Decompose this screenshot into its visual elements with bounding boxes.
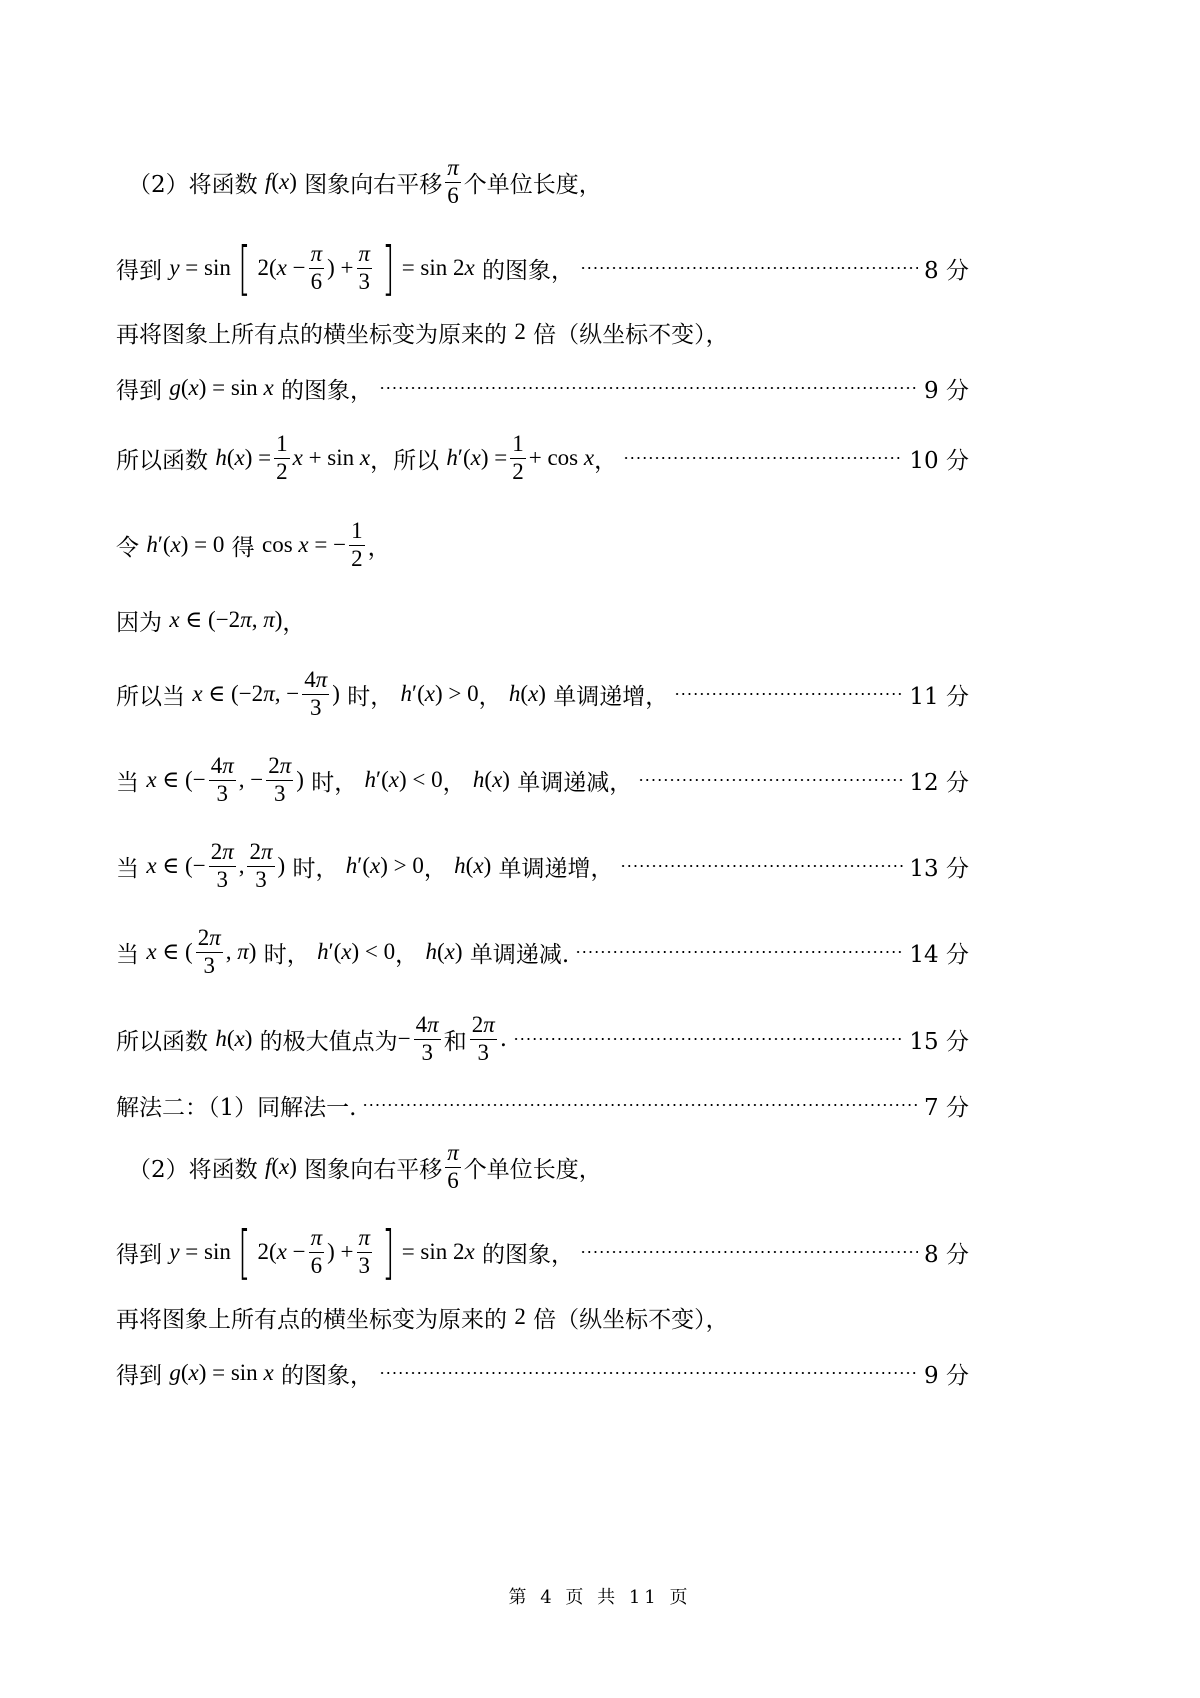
score-label: 14 分	[909, 941, 969, 968]
line-content: （2）将函数 f ( x ) 图象向右平移 $\frac{\pi}{6}$ 个单位长度，	[128, 155, 602, 208]
text-line	[116, 1287, 969, 1347]
score-label: 8 分	[924, 1241, 969, 1268]
line-content: 因为 x ∈ (−2 π , π ) ，	[116, 607, 306, 636]
dot-leader	[513, 1037, 903, 1041]
line-content: 当 x ∈ ( $\frac{2\pi}{3}$ , π ) 时， h ′( x ) < 0 ， h ( x ) 单调递减.	[116, 925, 570, 978]
dot-leader	[620, 864, 904, 868]
dot-leader	[362, 1103, 918, 1107]
text-line	[116, 664, 969, 724]
text-line	[116, 1075, 969, 1135]
text-line	[116, 302, 969, 362]
line-content: 得到 y = sin [ 2( x − $\frac{\pi}{6}$ ) + $\frac{\pi}{3}$ ] = sin 2 x 的图象，	[116, 234, 575, 302]
line-content: 所以当 x ∈ (−2 π , − $\frac{4\pi}{3}$ ) 时， h ′( x ) > 0 ， h ( x ) 单调递增，	[116, 667, 669, 720]
dot-leader	[674, 692, 903, 696]
text-line	[116, 1218, 969, 1286]
score-label: 9 分	[924, 1362, 969, 1389]
score-label: 12 分	[909, 769, 969, 796]
text-line	[128, 152, 981, 212]
text-line	[116, 590, 969, 650]
dot-leader	[379, 1371, 918, 1375]
score-label: 13 分	[909, 855, 969, 882]
line-content: （2）将函数 f ( x ) 图象向右平移 $\frac{\pi}{6}$ 个单位长度，	[128, 1140, 602, 1193]
line-content: 当 x ∈ (− $\frac{2\pi}{3}$ , $\frac{2\pi}{3}$ ) 时， h ′( x ) > 0 ， h ( x ) 单调递增，	[116, 839, 614, 892]
text-line	[116, 1009, 969, 1069]
score-label: 9 分	[924, 377, 969, 404]
dot-leader	[580, 266, 918, 270]
line-content: 得到 y = sin [ 2( x − $\frac{\pi}{6}$ ) + $\frac{\pi}{3}$ ] = sin 2 x 的图象，	[116, 1218, 575, 1286]
line-content: 当 x ∈ (− $\frac{4\pi}{3}$ , − $\frac{2\pi}{3}$ ) 时， h ′( x ) < 0 ， h ( x ) 单调递减，	[116, 753, 633, 806]
page-footer: 第 4 页 共 11 页	[508, 1587, 692, 1608]
score-label: 10 分	[909, 447, 969, 474]
text-line	[116, 428, 969, 488]
text-line	[116, 1343, 969, 1403]
line-content: 再将图象上所有点的横坐标变为原来的 2 倍（纵坐标不变），	[116, 319, 729, 348]
dot-leader	[638, 778, 903, 782]
text-line	[116, 358, 969, 418]
line-content: 再将图象上所有点的横坐标变为原来的 2 倍（纵坐标不变），	[116, 1304, 729, 1333]
dot-leader	[575, 950, 903, 954]
line-content: 解法二：（1）同解法一.	[116, 1094, 357, 1121]
text-line	[128, 1137, 981, 1197]
text-line	[116, 922, 969, 982]
dot-leader	[623, 456, 903, 460]
text-line	[116, 836, 969, 896]
text-line	[116, 750, 969, 810]
line-content: 所以函数 h ( x ) 的极大值点为 − $\frac{4\pi}{3}$ 和 $\frac{2\pi}{3}$ .	[116, 1012, 508, 1065]
text-line	[116, 515, 969, 575]
dot-leader	[379, 386, 918, 390]
score-label: 11 分	[909, 683, 969, 710]
score-label: 15 分	[909, 1028, 969, 1055]
line-content: 得到 g ( x ) = sin x 的图象，	[116, 375, 373, 404]
score-label: 7 分	[924, 1094, 969, 1121]
text-line	[116, 234, 969, 302]
line-content: 所以函数 h ( x ) = $\frac{1}{2}$ x + sin x ，所以 h ′( x ) = $\frac{1}{2}$ + cos x ，	[116, 431, 618, 484]
line-content: 得到 g ( x ) = sin x 的图象，	[116, 1360, 373, 1389]
line-content: 令 h ′( x ) = 0 得 cos x = − $\frac{1}{2}$ ，	[116, 518, 391, 571]
score-label: 8 分	[924, 257, 969, 284]
dot-leader	[580, 1250, 918, 1254]
